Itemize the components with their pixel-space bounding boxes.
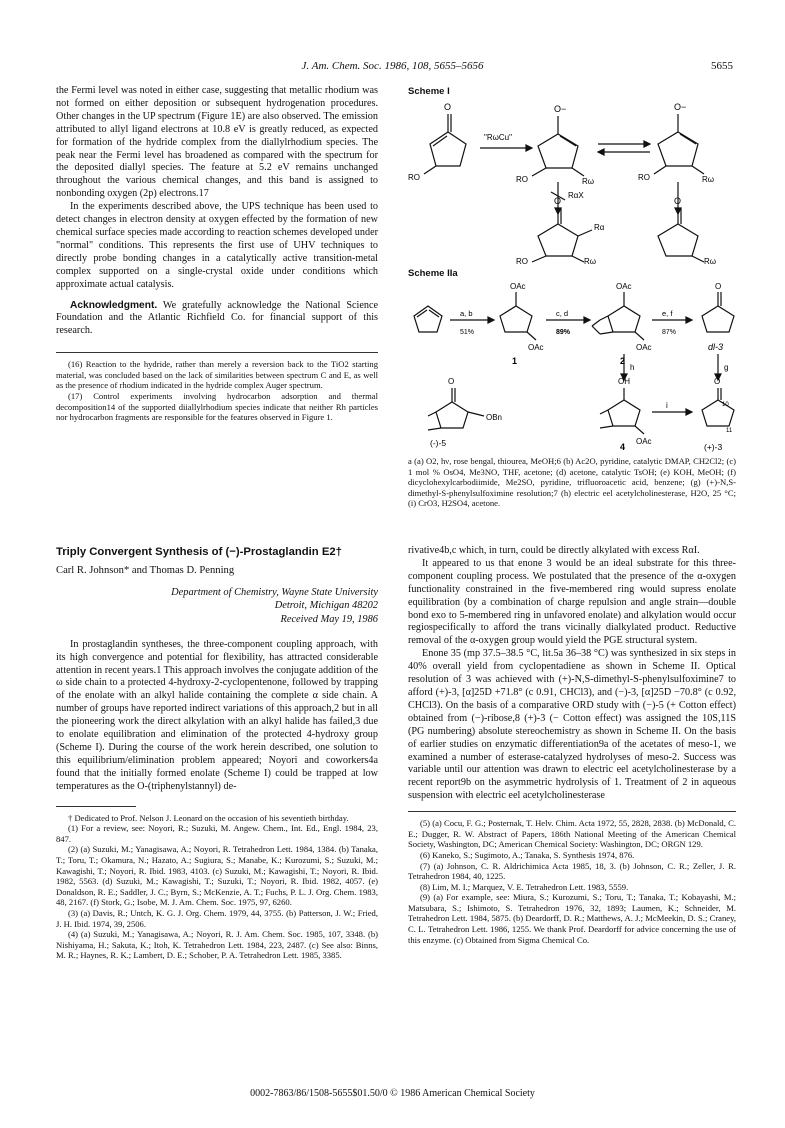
substituent-label: OAc [510,282,526,291]
reagent-label: RαX [568,191,584,200]
page-footer: 0002-7863/86/1508-5655$01.50/0 © 1986 American Chemical Society [250,1088,535,1099]
substituent-label: OAc [528,343,544,352]
scheme-2-footnote: a (a) O2, hν, rose bengal, thiourea, MeOH;6 (b) Ac2O, pyridine, catalytic DMAP, CH2Cl2; (c) 1 mol % OsO4, Me3NO, THF, acetone; (d) acetone, catalytic TsOH; (e) KOH, MeOH; (f) dicyclohexylcarbodiimide, Me2SO, pyridine, trifluoroacetic acid, benzene; (g) (+)-N,S-dimethyl-S-phenylsulfoximine resolution;7 (h) electric eel acetylcholinesterase, H2O, 25 °C; (i) CrO3, H2SO4, acetone. [408,456,736,508]
paragraph: the Fermi level was noted in either case, suggesting that metallic rhodium was not formed on either deposition or subsequent hydrogenation procedures. Other changes in the UP spectrum (Figure 1E) are also observed. The emission attributed to allyl ligand electrons at 10.8 eV is greatly reduced, as expected for formation of the hydride complex from the diallylrhodium species. The peak near the Fermi level has broadened as compared with the spectrum for the deposited diallyl species. The feature at 5.2 eV remains unchanged throughout the various chemical changes, and this band is assigned to nonbonding oxygen (2p) electrons.17 [56,85,378,200]
compound-label: (-)-5 [430,438,447,448]
received-date: Received May 19, 1986 [280,613,378,625]
substituent-label: OAc [616,282,632,291]
scheme-2-label: Scheme IIa [408,268,458,279]
substituent-label: OH [618,377,630,386]
paragraph: It appeared to us that enone 3 would be an ideal substrate for this three-component coupling process. We postulated that the presence of the α-oxygen functionality constrained in the five-membered ring would supress enolate equilibration (by a combination of charge repulsion and angle strain—double bond exo to 5-membered ring in unfavored enolate) and alkylation would occur regiospecifically to afford the trans vicinally dialkylated product. Reductive removal of the α-oxygen group would yield the PGE structural system. [408,557,736,647]
atom-label: RO [516,175,528,184]
footnote: (4) (a) Suzuki, M.; Yanagisawa, A.; Noyori, R. J. Am. Chem. Soc. 1985, 107, 3348. (b) Nishiyama, H.; Sakuta, K.; Itoh, K. Tetrahedron Lett. 1984, 223, 2487. (c) See also: Binns, M. R.; Haynes, R. K.; Lambert, D. E.; Schober, P. A. Tetrahedron Lett. 1985, 3385. [56,929,378,961]
atom-label: O [674,196,682,206]
numbering-label: 10 [722,402,729,408]
journal-citation: J. Am. Chem. Soc. 1986, 108, 5655–5656 [301,60,484,72]
substituent-label: Rω [584,257,597,266]
atom-label: RO [638,173,650,182]
footnote-divider [56,806,136,807]
yield-label: 51% [460,329,475,336]
footnote: (17) Control experiments involving hydrocarbon adsorption and thermal decomposition14 of the supported diiallylrhodium species indicate that neither Rh particles nor hydrocarbon fragments are responsible for the features observed in Figure 1. [56,391,378,423]
step-label: c, d [556,309,569,318]
footnote: (5) (a) Cocu, F. G.; Posternak, T. Helv. Chim. Acta 1972, 55, 2828, 2838. (b) McDonald, C. E.; Dugger, R. W. Abstract of Papers, 186th National Meeting of the American Chemical Society, Washington, DC; American Chemical Society: Washington, DC; ORGN 129. [408,818,736,850]
footnote: (3) (a) Davis, R.; Untch, K. G. J. Org. Chem. 1979, 44, 3755. (b) Patterson, J. W.; Fried, J. H. Ibid. 1974, 39, 2506. [56,907,378,929]
article-authors: Carl R. Johnson* and Thomas D. Penning [56,564,235,576]
right-column [408,545,736,945]
compound-label: dl-3 [708,342,724,352]
scheme-1-diagram [408,96,738,266]
footnote-divider [408,811,736,812]
acknowledgment-label: Acknowledgment. [70,299,158,311]
step-label: g [724,363,729,372]
footnote: (16) Reaction to the hydride, rather than merely a reversion back to the TiO2 starting material, was concluded based on the lack of similarities between spectrum C and E, as well as the presence of rhodium indicated in the hydride complex Auger spectrum. [56,359,378,391]
paragraph: In prostaglandin syntheses, the three-component coupling approach, with its high convergence and potential for flexibility, has attracted considerable attention in recent years.1 This approach involves the conjugate addition of the ω side chain to a protected 4-hydroxy-2-cyclopentenone, followed by trapping of the enolate with an alkyl halide containing the complete α side chain. A number of groups have reported indirect variations of this approach,2 but in all the pioneering work the direct alkylation with an alkyl halide has failed,3 due to enolate equilibration and elimination of the protected 4-hydroxy group (Scheme I). During the course of the work herein described, one solution to this equilibrium/elimination problem appeared; Noyori and coworkers4a found that the initially formed enolate (Scheme I) could be trapped at low temperatures as the O-(triphenylstannyl) de- [56,638,378,792]
numbering-label: 11 [726,428,733,434]
footnote: (7) (a) Johnson, C. R. Aldrichimica Acta 1985, 18, 3. (b) Johnson, C. R.; Zeller, J. R. Tetrahedron 1984, 40, 1225. [408,860,736,882]
atom-label: O [715,282,722,291]
substituent-label: Rω [704,257,717,266]
step-label: i [666,401,668,410]
atom-label: O− [554,104,567,114]
substituent-label: OAc [636,343,652,352]
compound-label: (+)-3 [704,442,723,452]
compound-label: 1 [512,356,518,366]
article-column-left [56,546,378,961]
yield-label: 89% [556,329,571,336]
substituent-label: OBn [486,413,503,422]
paragraph: rivative4b,c which, in turn, could be directly alkylated with excess RαI. [408,545,700,556]
compound-label: 2 [620,356,626,366]
paragraph: Enone 35 (mp 37.5–38.5 °C, lit.5a 36–38 °C) was synthesized in six steps in 40% overall yield from cyclopentadiene as shown in Scheme II. Optical resolution of 3 was achieved with (+)-N,S-dimethyl-S-phenylsulfoximine7 to afford (+)-3, [α]25D +71.8° (c 0.91, CHCl3), and (−)-3, [α]25D −70.8° (c 0.92, CHCl3). On the basis of a comparative ORD study with (−)-5 (+ Cotton effect) obtained from (−)-ribose,8 (+)-3 (− Cotton effect) was assigned the 10S,11S (PG numbering) absolute stereochemistry as shown in Scheme II. On the basis of earlier studies on enzymatic differentiation9a of the acetates of meso-1, we examined a number of esterase-catalyzed hydrolyses of meso-2. Success was variable until our attention was drawn to electric eel acetylcholinesterase by a recent report9b on the asymmetric hydrolysis of 1. Treatment of 2 in aqueous suspension with electric eel acetylcholinesterase [408,648,736,802]
footnote-divider [56,352,378,353]
acknowledgment-text: We gratefully acknowledge the National Science Foundation and the Atlantic Richfield Co. for financial support of this research. [56,299,378,337]
scheme-2-diagram [408,280,738,452]
footnotes-top [56,359,378,423]
substituent-label: Rω [582,177,595,186]
footnotes-article [56,813,378,961]
footnote: † Dedicated to Prof. Nelson J. Leonard on the occasion of his seventieth birthday. [68,812,349,823]
article-title: Triply Convergent Synthesis of (−)-Prostaglandin E2† [56,546,342,558]
atom-label: RO [408,173,420,182]
atom-label: O [554,196,562,206]
scheme-1-label: Scheme I [408,86,450,97]
acknowledgment [56,300,378,339]
step-label: a, b [460,309,473,318]
footnote: (1) For a review, see: Noyori, R.; Suzuki, M. Angew. Chem., Int. Ed., Engl. 1984, 23, 847. [56,823,378,844]
substituent-label: Rα [594,223,605,232]
step-label: h [630,363,635,372]
atom-label: O [444,102,452,112]
footnote: (9) (a) For example, see: Miura, S.; Kurozumi, S.; Toru, T.; Tanaka, T.; Kobayashi, M.; Matsubara, S.; Ishimoto, S. Tetrahedron 1976, 32, 1893; Laumen, K.; Schneider, M. Tetrahedron Lett. 1984, 5875. (b) Deardorff, D. R.; Matthews, A. J.; McMeekin, D. S.; Craney, C. L. Tetrahedron Lett. 1986, 1255. We thank Prof. Deardorff for advice concerning the use of this enzyme. (c) Obtained from Sigma Chemical Co. [408,892,736,945]
substituent-label: Rω [702,175,715,184]
step-label: e, f [662,309,673,318]
atom-label: O [714,377,721,386]
city: Detroit, Michigan 48202 [274,599,378,611]
footnote: (8) Lim, M. I.; Marquez, V. E. Tetrahedron Lett. 1983, 5559. [420,881,629,892]
atom-label: O [448,377,455,386]
footnotes-right [408,818,736,945]
page-number: 5655 [711,60,733,72]
paragraph: In the experiments described above, the UPS technique has been used to detect changes in electron density at oxygen effected by the formation of new chemical surface species made according to reaction schemes developed under "normal" conditions. This represents the first use of UHV techniques to directly probe bonding changes in a catalytically active transition-metal complex supported on a single-crystal oxide under conditions which approximate actual catalysis. [56,201,378,290]
substituent-label: OAc [636,437,652,446]
yield-label: 87% [662,329,677,336]
footnote: (2) (a) Suzuki, M.; Yanagisawa, A.; Noyori, R. Tetrahedron Lett. 1984, 1384. (b) Tanaka, T.; Toru, T.; Okamura, N.; Hazato, A.; Sugiura, S.; Manabe, K.; Kurozumi, S.; Suzuki, M.; Kawagishi, T.; Noyori, R. Ibid. 1983, 4103. (c) Suzuki, M.; Kawagishi, T.; Noyori, R. Ibid. 1982, 5563. (d) Suzuki, M.; Kawagishi, T.; Suzuki, T.; Noyori, R. Ibid. 1982, 4057. (e) Donaldson, R. E.; Saddler, J. C.; Byrn, S.; McKenzie, A. T.; Fuchs, P. L. J. Org. Chem. 1983, 48, 2167. (f) Stork, G.; Isobe, M. J. Am. Chem. Soc. 1975, 97, 6260. [56,844,378,908]
reagent-label: "RωCu" [484,133,512,142]
atom-label: RO [516,257,528,266]
left-column [56,85,378,423]
atom-label: O− [674,102,687,112]
compound-label: 4 [620,442,626,452]
department: Department of Chemistry, Wayne State University [171,586,378,598]
footnote: (6) Kaneko, S.; Sugimoto, A.; Tanaka, S. Synthesis 1974, 876. [420,849,635,860]
